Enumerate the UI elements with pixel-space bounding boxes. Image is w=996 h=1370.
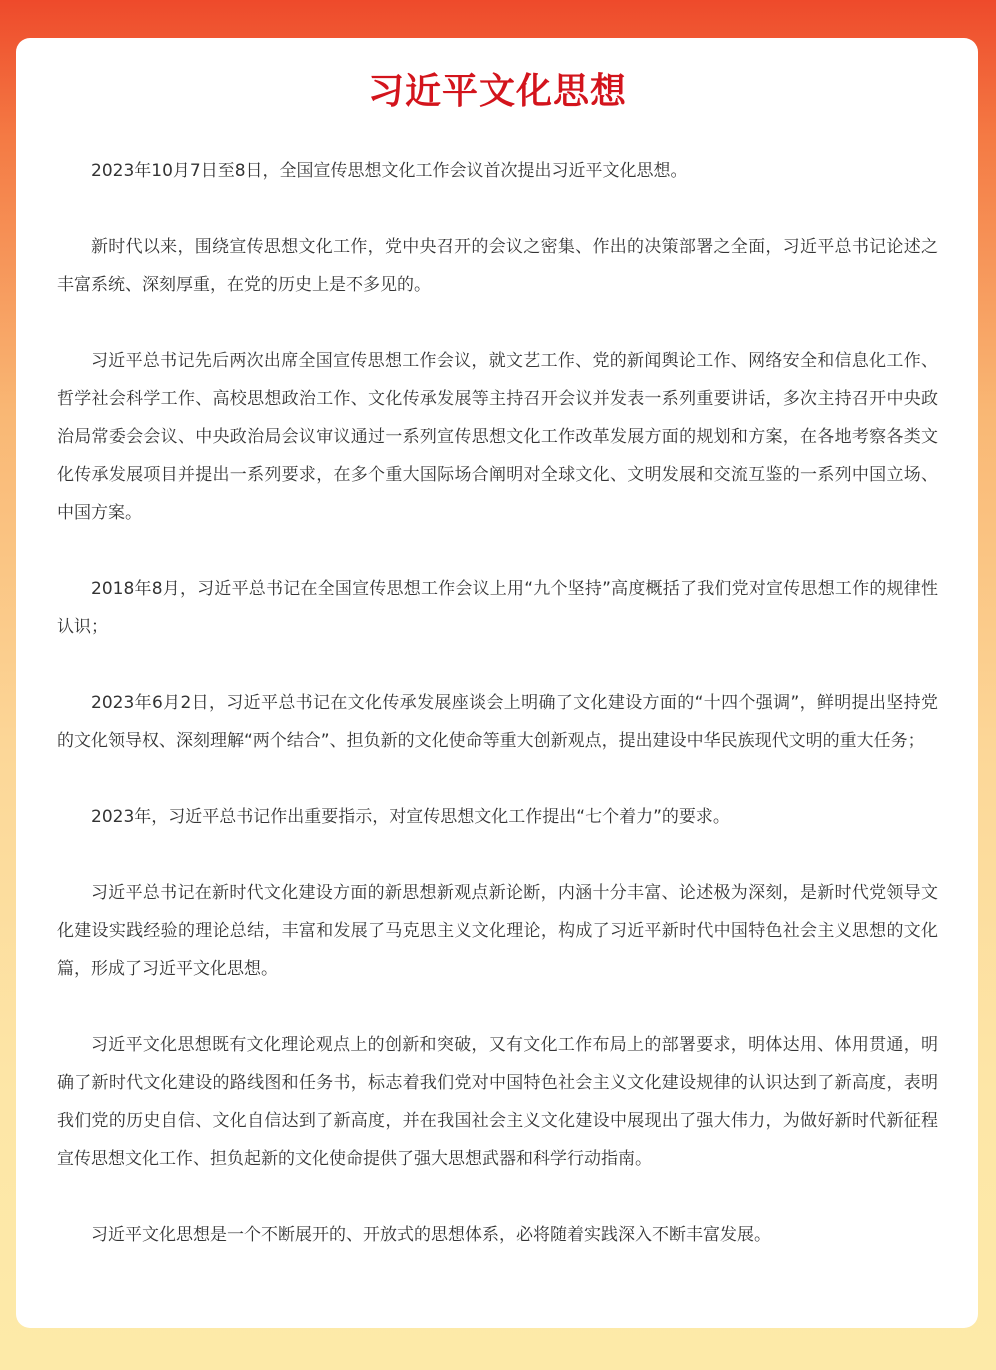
article-paragraph: 2023年，习近平总书记作出重要指示，对宣传思想文化工作提出“七个着力”的要求。 [91,807,730,827]
article-title: 习近平文化思想 [367,71,627,112]
article-paragraph: 习近平文化思想既有文化理论观点上的创新和突破，又有文化工作布局上的部署要求，明体达用、体用贯通，明确了新时代文化建设的路线图和任务书，标志着我们党对中国特色社会主义文化建设规律的认识达到了新高度，表明我们党的历史自信、文化自信达到了新高度，并在我国社会主义文化建设中展现出了强大伟力，为做好新时代新征程宣传思想文化工作、担负起新的文化使命提供了强大思想武器和科学行动指南。 [57,1035,938,1169]
article-paragraph: 2023年6月2日，习近平总书记在文化传承发展座谈会上明确了文化建设方面的“十四个强调”，鲜明提出坚持党的文化领导权、深刻理解“两个结合”、担负新的文化使命等重大创新观点，提出建设中华民族现代文明的重大任务； [57,693,938,751]
article-paragraph: 2023年10月7日至8日，全国宣传思想文化工作会议首次提出习近平文化思想。 [91,161,688,181]
article-paragraph: 习近平文化思想是一个不断展开的、开放式的思想体系，必将随着实践深入不断丰富发展。 [91,1225,771,1245]
article-paragraph: 新时代以来，围绕宣传思想文化工作，党中央召开的会议之密集、作出的决策部署之全面，习近平总书记论述之丰富系统、深刻厚重，在党的历史上是不多见的。 [57,237,938,295]
article-paragraph: 习近平总书记在新时代文化建设方面的新思想新观点新论断，内涵十分丰富、论述极为深刻，是新时代党领导文化建设实践经验的理论总结，丰富和发展了马克思主义文化理论，构成了习近平新时代中国特色社会主义思想的文化篇，形成了习近平文化思想。 [57,883,938,979]
article-card [16,38,978,1328]
article-paragraph: 2018年8月，习近平总书记在全国宣传思想工作会议上用“九个坚持”高度概括了我们党对宣传思想工作的规律性认识； [57,579,938,637]
article-paragraph: 习近平总书记先后两次出席全国宣传思想工作会议，就文艺工作、党的新闻舆论工作、网络安全和信息化工作、哲学社会科学工作、高校思想政治工作、文化传承发展等主持召开会议并发表一系列重要讲话，多次主持召开中央政治局常委会会议、中央政治局会议审议通过一系列宣传思想文化工作改革发展方面的规划和方案，在各地考察各类文化传承发展项目并提出一系列要求，在多个重大国际场合阐明对全球文化、文明发展和交流互鉴的一系列中国立场、中国方案。 [57,351,938,523]
